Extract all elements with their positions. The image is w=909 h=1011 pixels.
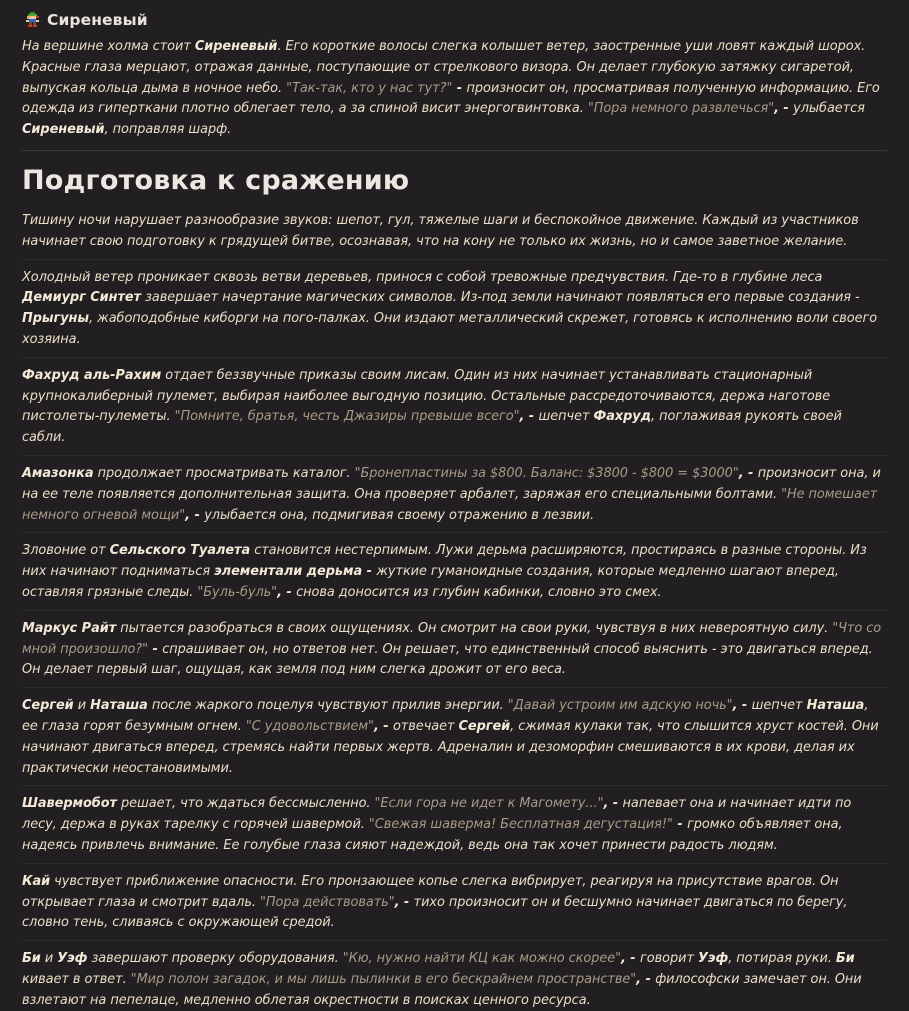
paragraph (22, 696, 887, 779)
bold-text: Сергей (458, 718, 511, 734)
text-segment: , потирая руки. (728, 951, 836, 967)
text-segment: . Его короткие волосы слегка колышет ветер, заостренные уши ловят каждый шорох. Красные глаза мерцают, отражая данные, поступающие от стрелкового визора. Он делает глубокую затяжку сигаретой, выпуская кольца дыма в ночное небо. (22, 39, 866, 96)
bold-text: , - (732, 698, 752, 714)
text-segment: снова доносится из глубин кабинки, словно это смех. (296, 584, 662, 600)
bold-text: , - (636, 971, 656, 987)
text-segment: и (73, 698, 91, 714)
quote-text: "С удовольствием" (245, 718, 374, 734)
bold-text: - (672, 817, 688, 833)
quote-text: "Если гора не идет к Магомету..." (374, 796, 604, 812)
paragraph (22, 366, 887, 449)
quote-text: "Буль-буль" (197, 584, 278, 600)
quote-text: "Мир полон загадок, и мы лишь пылинки в его бескрайнем пространстве" (130, 971, 637, 987)
divider (22, 150, 887, 151)
divider (22, 940, 887, 941)
text-segment: становится нестерпимым. Лужи дерьма расширяются, простираясь в разные стороны. Из них начинают подниматься (22, 543, 867, 580)
bold-text: Шавермобот (22, 796, 117, 812)
text-segment: завершает начертание магических символов. Из-под земли начинают появляться его первые создания - (141, 290, 860, 306)
quote-text: "Помните, братья, честь Джазиры превыше всего" (174, 409, 520, 425)
bold-text: Прыгуны (22, 311, 90, 327)
bold-text: Фахруд (593, 409, 652, 425)
text-segment: жуткие гуманоидные создания, которые медленно шагают вперед, оставляя грязные следы. (22, 564, 839, 600)
text-segment: продолжает просматривать каталог. (93, 465, 355, 481)
text-segment: после жаркого поцелуя чувствуют прилив энергии. (147, 698, 508, 714)
text-segment: напевает она и начинает идти по лесу, держа в руках тарелку с горячей шавермой. (22, 796, 852, 833)
bold-text: Би (22, 951, 41, 967)
bold-text: , - (738, 465, 758, 481)
divider (22, 532, 887, 533)
bold-text: , - (185, 507, 205, 523)
bold-text: - (452, 80, 467, 96)
bold-text: Амазонка (22, 465, 94, 481)
bold-text: Кай (22, 873, 51, 889)
divider (22, 687, 887, 688)
text-segment: пытается разобраться в своих ощущениях. Он смотрит на свои руки, чувствуя в них невероятную силу. (116, 620, 833, 636)
text-segment: улыбается она, подмигивая своему отражению в лезвии. (204, 507, 594, 523)
divider (22, 357, 887, 358)
text-segment: громко объявляет она, надеясь привлечь внимание. Ее голубые глаза сияют надеждой, ведь она так хочет принести радость людям. (22, 817, 843, 853)
text-segment: чувствует приближение опасности. Его пронзающее копье слегка вибрирует, реагируя на присутствие врагов. Он открывает глаза и смотрит вдаль. (22, 873, 839, 910)
text-segment: улыбается (793, 101, 865, 117)
paragraph (22, 949, 887, 1011)
text-segment: , сжимая кулаки так, что слышится хруст костей. Они начинают двигаться вперед, стремясь найти первых жертв. Адреналин и дезоморфин смешиваются в их крови, делая их практически неостановимыми. (22, 718, 879, 776)
text-segment: шепчет (538, 409, 594, 425)
text-segment: , поправляя шарф. (104, 122, 232, 138)
bold-text: , - (603, 796, 623, 812)
text-segment: , жабоподобные киборги на пого-палках. Они издают металлический скрежет, готовясь к исполнению воли своего хозяина. (22, 311, 878, 347)
bold-text: Сиреневый (194, 39, 278, 54)
paragraph (22, 794, 887, 856)
text-segment: кивает в ответ. (22, 971, 131, 987)
text-segment: завершают проверку оборудования. (87, 951, 343, 967)
divider (22, 785, 887, 786)
bold-text: Маркус Райт (22, 620, 117, 636)
quote-text: "Не помешает немного огневой мощи" (22, 486, 878, 523)
text-segment: На вершине холма стоит (22, 39, 195, 54)
bold-text: Демиург Синтет (22, 290, 142, 306)
message-header (25, 8, 887, 32)
bold-text: Наташа (90, 698, 148, 714)
bold-text: Сельского Туалета (109, 543, 251, 559)
quote-text: "Свежая шаверма! Бесплатная дегустация!" (368, 817, 673, 833)
quote-text: "Давай устроим им адскую ночь" (507, 698, 733, 714)
bold-text: Сергей (22, 698, 74, 714)
divider (22, 863, 887, 864)
bold-text: - (148, 641, 163, 657)
bold-text: , - (394, 894, 414, 910)
bold-text: Фахруд аль-Рахим (22, 367, 162, 383)
text-segment: Тишину ночи нарушает разнообразие звуков: шепот, гул, тяжелые шаги и беспокойное движение. Каждый из участников начинает свою подготовку к грядущей битве, осознавая, что на кону не только их жизнь, но и самое заветное желание. (22, 212, 859, 249)
paragraph (22, 464, 887, 526)
text-segment: и (40, 951, 58, 967)
bold-text: , - (519, 409, 539, 425)
text-segment: говорит (640, 951, 698, 967)
text-segment: спрашивает он, но ответов нет. Он решает, что единственный способ выяснить - это двигаться вперед. Он делает первый шаг, ощущая, как земля под ним слегка дрожит от его веса. (22, 641, 873, 678)
bold-text: , - (774, 101, 794, 117)
bold-text: , - (277, 584, 297, 600)
paragraph (22, 619, 887, 681)
text-segment: произносит он, просматривая полученную информацию. Его одежда из гиперткани плотно облегает тело, а за спиной висит энергогвинтовка. (22, 80, 880, 117)
paragraph-list (22, 211, 887, 1011)
bold-text: , - (373, 718, 393, 734)
text-segment: отдает беззвучные приказы своим лисам. Один из них начинает устанавливать стационарный крупнокалиберный пулемет, выбирая наиболее выгодную позицию. Остальные рассредоточиваются, держа наготове пистолеты-пулеметы. (22, 367, 831, 425)
intro-block (22, 37, 887, 141)
bold-text: Уэф (697, 951, 729, 967)
divider (22, 259, 887, 260)
quote-text: "Так-так, кто у нас тут?" (286, 80, 453, 96)
text-segment: тихо произносит он и бесшумно начинает двигаться по берегу, словно тень, сливаясь с окружающей средой. (22, 894, 848, 931)
author-name[interactable]: Сиреневый (47, 11, 148, 29)
bold-text: Би (835, 951, 855, 967)
paragraph (22, 541, 887, 603)
bold-text: Наташа (806, 698, 865, 714)
text-segment: , поглаживая рукоять своей сабли. (22, 409, 842, 446)
text-segment: произносит она, и на ее теле появляется дополнительная защита. Она проверяет арбалет, заряжая его специальными болтами. (22, 465, 881, 502)
pixel-character-icon[interactable] (25, 12, 41, 28)
quote-text: "Пора действовать" (259, 894, 395, 910)
text-segment: решает, что ждаться бессмысленно. (116, 796, 375, 812)
paragraph (22, 211, 887, 253)
text-segment: Зловоние от (22, 543, 110, 559)
section-heading: Подготовка к сражению (22, 164, 410, 196)
text-segment: философски замечает он. Они взлетают на пепелаце, медленно облетая окрестности в поисках ценного ресурса. (22, 971, 862, 1008)
text-segment: , ее глаза горят безумным огнем. (22, 698, 869, 734)
quote-text: "Пора немного развлечься" (587, 101, 775, 117)
divider (22, 455, 887, 456)
bold-text: Уэф (57, 951, 88, 967)
text-segment: отвечает (392, 718, 459, 734)
divider (22, 610, 887, 611)
quote-text: "Кю, нужно найти КЦ как можно скорее" (342, 951, 622, 967)
quote-text: "Бронепластины за $800. Баланс: $3800 - $800 = $3000" (354, 465, 739, 481)
bold-text: элементали дерьма - (214, 564, 377, 580)
text-segment: шепчет (751, 698, 807, 714)
paragraph (22, 37, 887, 141)
bold-text: , - (621, 951, 641, 967)
bold-text: Сиреневый (22, 122, 105, 138)
text-segment: Холодный ветер проникает сквозь ветви деревьев, принося с собой тревожные предчувствия. Где-то в глубине леса (22, 269, 823, 285)
paragraph (22, 268, 887, 351)
paragraph (22, 872, 887, 934)
quote-text: "Что со мной произошло?" (22, 620, 882, 657)
